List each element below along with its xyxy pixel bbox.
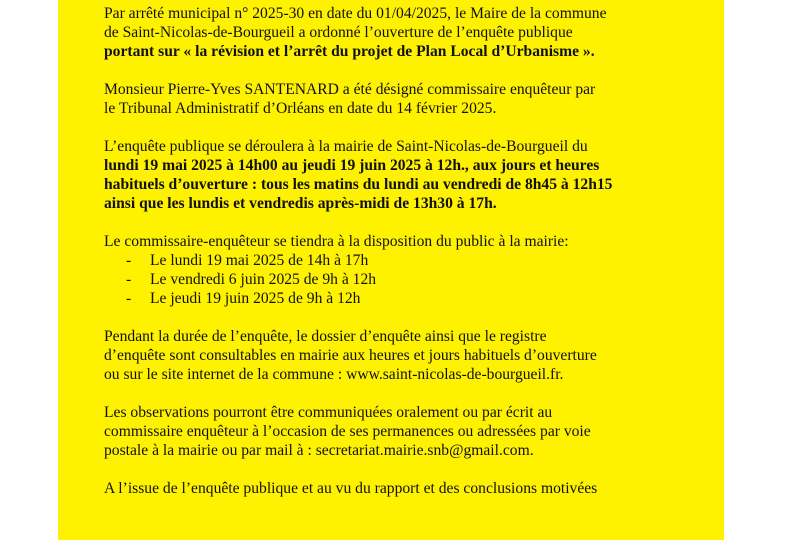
list-item-text: Le lundi 19 mai 2025 de 14h à 17h xyxy=(150,252,369,269)
paragraph-line: le Tribunal Administratif d’Orléans en date du 14 février 2025. xyxy=(104,100,497,117)
paragraph-issue xyxy=(104,479,704,498)
paragraph-observations xyxy=(104,403,704,460)
paragraph-line-bold: lundi 19 mai 2025 à 14h00 au jeudi 19 juin 2025 à 12h., aux jours et heures xyxy=(104,157,600,174)
list-dash: - xyxy=(126,290,132,307)
paragraph-line: ou sur le site internet de la commune : www.saint-nicolas-de-bourgueil.fr. xyxy=(104,366,564,383)
paragraph-line: Monsieur Pierre-Yves SANTENARD a été désigné commissaire enquêteur par xyxy=(104,81,596,98)
paragraph-line: L’enquête publique se déroulera à la mairie de Saint-Nicolas-de-Bourgueil du xyxy=(104,138,588,155)
list-item-text: Le jeudi 19 juin 2025 de 9h à 12h xyxy=(150,290,361,307)
paragraph-line: de Saint-Nicolas-de-Bourgueil a ordonné l’ouverture de l’enquête publique xyxy=(104,24,573,41)
permanences-list xyxy=(104,251,704,308)
notice-page xyxy=(58,0,724,540)
paragraph-line: commissaire enquêteur à l’occasion de ses permanences ou adressées par voie xyxy=(104,423,591,440)
paragraph-line: Pendant la durée de l’enquête, le dossier d’enquête ainsi que le registre xyxy=(104,328,547,345)
list-item-text: Le vendredi 6 juin 2025 de 9h à 12h xyxy=(150,271,377,288)
list-dash: - xyxy=(126,271,132,288)
paragraph-line: A l’issue de l’enquête publique et au vu du rapport et des conclusions motivées xyxy=(104,480,598,497)
paragraph-line: postale à la mairie ou par mail à : secretariat.mairie.snb@gmail.com. xyxy=(104,442,534,459)
list-item xyxy=(104,251,704,270)
notice-content xyxy=(104,4,704,517)
paragraph-consultation xyxy=(104,327,704,384)
paragraph-line-bold: portant sur « la révision et l’arrêt du projet de Plan Local d’Urbanisme ». xyxy=(104,43,595,60)
paragraph-line: Par arrêté municipal n° 2025-30 en date du 01/04/2025, le Maire de la commune xyxy=(104,5,607,22)
paragraph-commissaire xyxy=(104,80,704,118)
list-item xyxy=(104,270,704,289)
paragraph-line-bold: habituels d’ouverture : tous les matins du lundi au vendredi de 8h45 à 12h15 xyxy=(104,176,613,193)
paragraph-dates xyxy=(104,137,704,213)
paragraph-line: Le commissaire-enquêteur se tiendra à la disposition du public à la mairie: xyxy=(104,233,569,250)
list-dash: - xyxy=(126,252,132,269)
paragraph-arrete xyxy=(104,4,704,61)
paragraph-line: Les observations pourront être communiquées oralement ou par écrit au xyxy=(104,404,553,421)
list-item xyxy=(104,289,704,308)
paragraph-line: d’enquête sont consultables en mairie aux heures et jours habituels d’ouverture xyxy=(104,347,597,364)
paragraph-line-bold: ainsi que les lundis et vendredis après-midi de 13h30 à 17h. xyxy=(104,195,497,212)
paragraph-permanences-intro xyxy=(104,232,704,251)
